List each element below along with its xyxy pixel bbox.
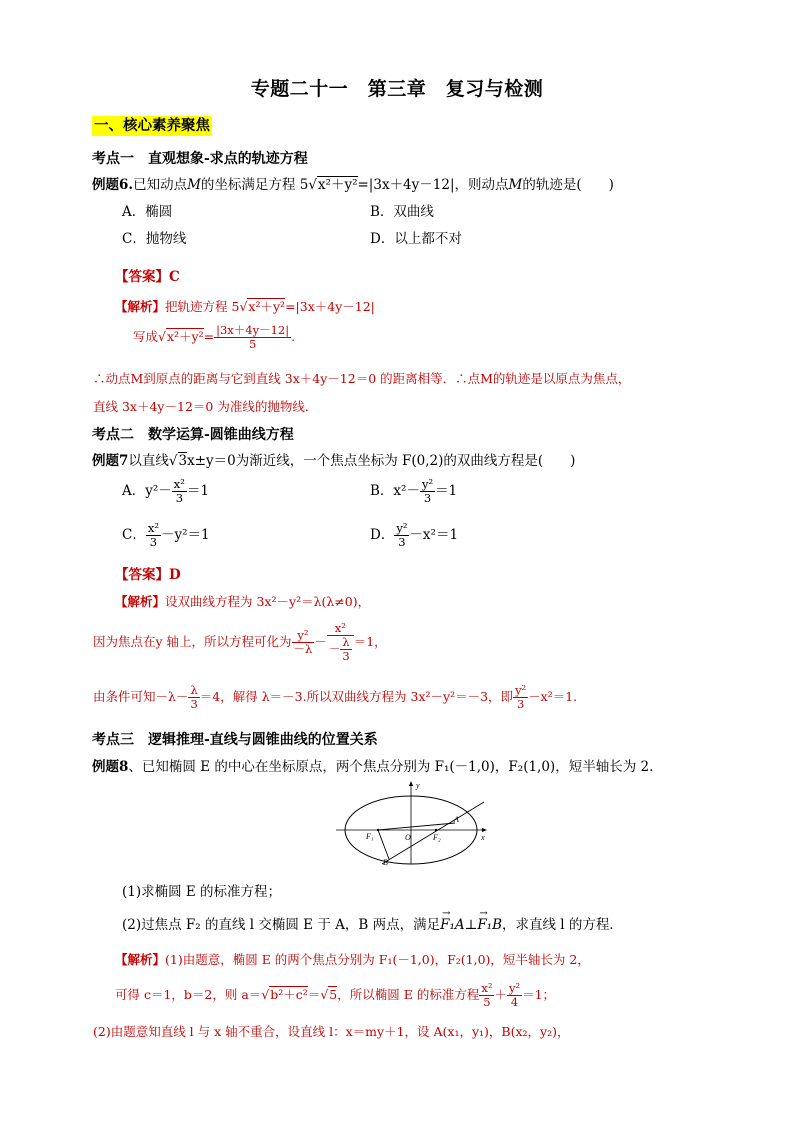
option-b: B．x²－ $\frac{\text{y²}}{3}$ ＝1 <box>370 477 458 505</box>
q-text: 的坐标满足方程 5 <box>200 177 309 193</box>
radicand: x²＋y² <box>166 329 204 344</box>
y-axis-arrow <box>409 781 413 786</box>
solution-6-line-2: 写成√x²＋y²= $\frac{|3x+4y-12|}{5}$ . <box>133 323 296 351</box>
label-y: y <box>416 781 420 790</box>
example-7-question: 例题7以直线√3x±y＝0为渐近线，一个焦点坐标为 F(0,2)的双曲线方程是( ) <box>92 453 576 469</box>
label-o: O <box>405 833 411 842</box>
solution-text: 写成 <box>133 329 159 344</box>
label-f1: F₁ <box>366 832 374 841</box>
solution-7-line-1: 【解析】设双曲线方程为 3x²－y²＝λ(λ≠0)， <box>115 594 371 609</box>
kaodian-2-heading: 考点二 数学运算-圆锥曲线方程 <box>92 427 294 443</box>
fraction: $\frac{|3x+4y-12|}{5}$ <box>216 323 290 351</box>
option-b: B．双曲线 <box>370 204 434 220</box>
point-m: M <box>187 177 201 193</box>
solution-8-line-2: 可得 c＝1，b＝2，则 a＝√b²＋c²＝√5，所以椭圆 E 的标准方程 $\frac{\text{x²}}{5}$ ＋ $\frac{\text{y²}}{4}$ ＝1； <box>115 981 556 1009</box>
solution-7-line-3: 由条件可知－λ－ $\frac{\lambda}{3}$ ＝4，解得 λ＝－3.所以双曲线方程为 3x²－y²＝－3，即 $\frac{\text{y²}}{3}$ －x²＝1. <box>93 683 578 711</box>
q-text: 已知动点 <box>133 177 188 193</box>
x-axis-arrow <box>482 828 487 832</box>
option-a: A．椭圆 <box>122 204 173 220</box>
section-heading: 一、核心素养聚焦 <box>94 117 210 134</box>
option-d: D．以上都不对 <box>370 231 462 247</box>
solution-6-line-4: 直线 3x＋4y－12＝0 为准线的抛物线． <box>93 399 318 414</box>
label-a: A <box>454 815 459 824</box>
q-text: x±y＝0为渐近线，一个焦点坐标为 F(0,2)的双曲线方程是( ) <box>187 453 576 469</box>
sub-question-2: (2)过焦点 F₂ 的直线 l 交椭圆 E 于 A，B 两点，满足 → F₁A⊥ → F₁B，求直线 l 的方程． <box>122 908 623 933</box>
solution-8-line-3: (2)由题意知直线 l 与 x 轴不重合，设直线 l：x＝my＋1，设 A(x₁，y₁)，B(x₂，y₂)， <box>93 1024 570 1039</box>
solution-label: 【解析】 <box>115 299 166 314</box>
ellipse-diagram <box>334 778 490 866</box>
solution-8-line-1: 【解析】(1)由题意，椭圆 E 的两个焦点分别为 F₁(－1,0)，F₂(1,0)，短半轴长为 2， <box>115 952 590 967</box>
label-f2: F₂ <box>433 833 441 842</box>
solution-text: = <box>203 329 215 344</box>
example-7-label: 例题7 <box>92 453 129 469</box>
q-text: =|3x＋4y－12|，则动点 <box>357 177 509 193</box>
segment-f1b <box>378 830 389 859</box>
kaodian-3-heading: 考点三 逻辑推理-直线与圆锥曲线的位置关系 <box>92 732 378 748</box>
answer-6: 【答案】C <box>115 269 180 285</box>
point-f1 <box>377 829 379 831</box>
solution-text: 把轨迹方程 5 <box>165 299 240 314</box>
label-x: x <box>481 833 485 842</box>
q-text: 以直线 <box>128 453 169 469</box>
page-title: 专题二十一 第三章 复习与检测 <box>250 78 544 100</box>
example-8-question: 例题8、已知椭圆 E 的中心在坐标原点，两个焦点分别为 F₁(－1,0)，F₂(1,0)，短半轴长为 2. <box>92 759 654 775</box>
example-6-label: 例题6. <box>92 177 134 193</box>
answer-7: 【答案】D <box>115 567 181 583</box>
point-m: M <box>508 177 523 193</box>
sub-question-1: (1)求椭圆 E 的标准方程； <box>122 884 282 900</box>
solution-6-line-1: 【解析】把轨迹方程 5√x²＋y²=|3x＋4y－12| <box>115 299 375 314</box>
option-d: D． $\frac{\text{y²}}{3}$ －x²＝1 <box>370 521 459 549</box>
option-c: C．抛物线 <box>122 231 187 247</box>
solution-text: =|3x＋4y－12| <box>285 299 375 314</box>
q-text: 的轨迹是( ) <box>522 177 614 193</box>
label-b: B <box>383 858 388 866</box>
solution-6-line-3: ∴动点M到原点的距离与它到直线 3x＋4y－12＝0 的距离相等．∴点M的轨迹是以原点为焦点， <box>93 371 631 386</box>
radicand: 3 <box>178 453 188 469</box>
solution-7-line-2: 因为焦点在y 轴上，所以方程可化为 $\frac{\text{y²}}{-\lambda}$ － x² － $\frac{\lambda}{3}$ ＝1， <box>93 621 387 663</box>
radicand: x²＋y² <box>248 299 286 314</box>
example-6-question: 例题6.已知动点M的坐标满足方程 5√x²＋y²=|3x＋4y－12|，则动点M的轨迹是( ) <box>92 177 614 193</box>
option-a: A．y²－ $\frac{\text{x²}}{3}$ ＝1 <box>122 477 209 505</box>
option-c: C． $\frac{\text{x²}}{3}$ －y²＝1 <box>122 521 210 549</box>
point-f2 <box>435 829 437 831</box>
kaodian-1-heading: 考点一 直观想象-求点的轨迹方程 <box>92 151 308 167</box>
radicand: x²＋y² <box>317 177 358 193</box>
